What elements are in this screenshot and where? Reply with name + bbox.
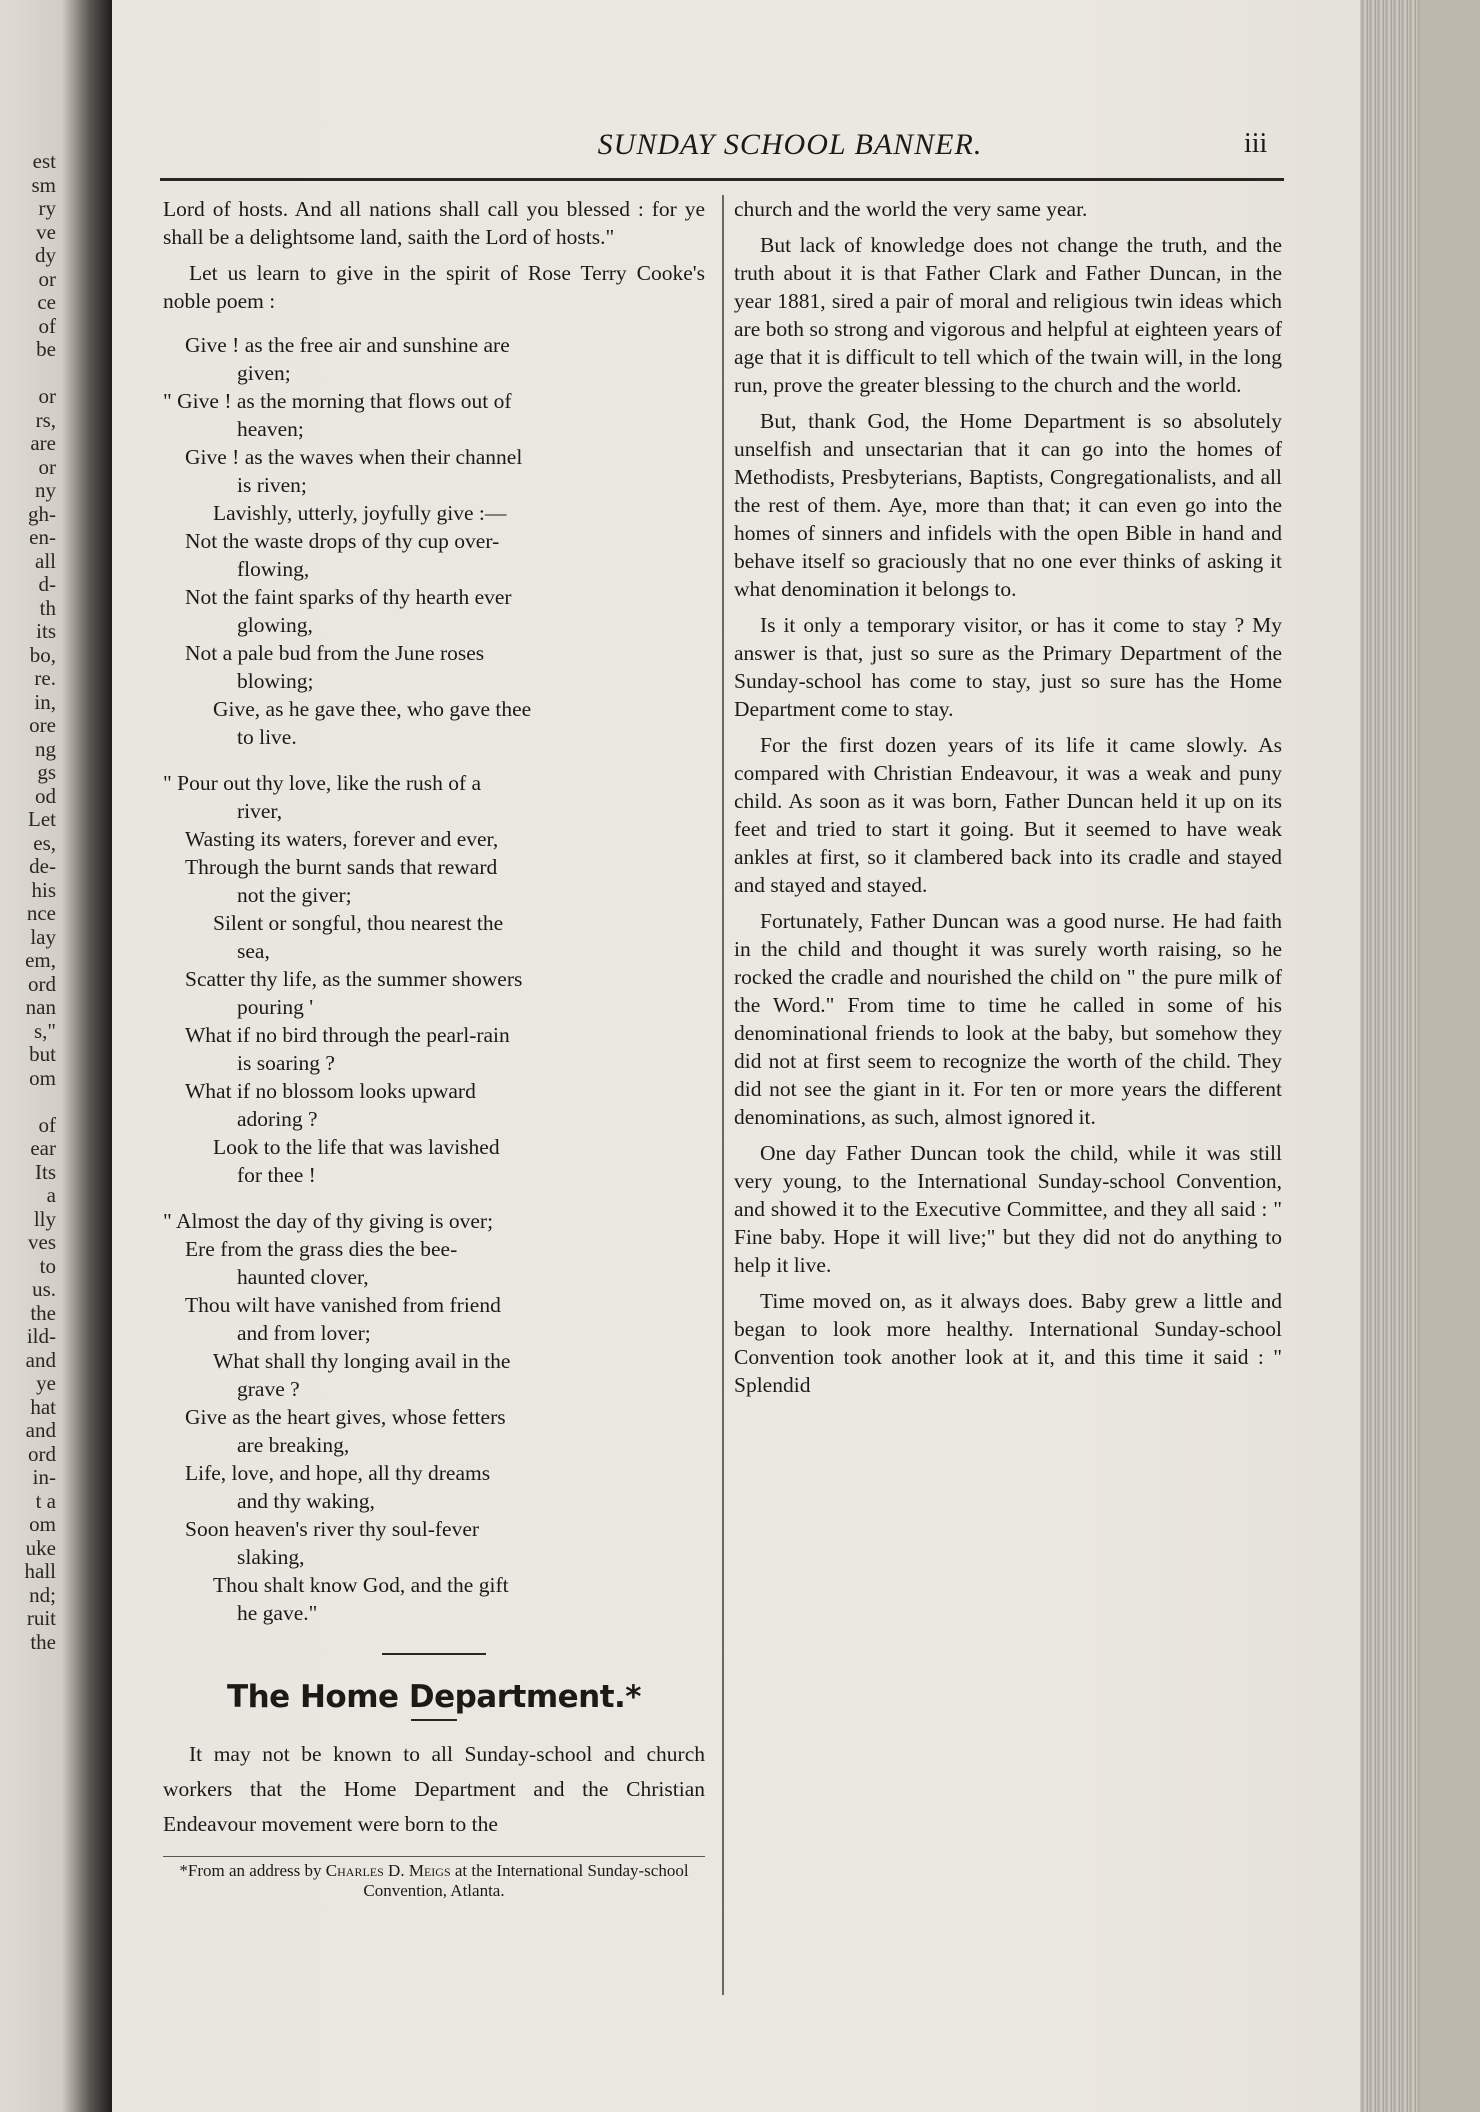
footnote-prefix: *From an address by: [179, 1861, 326, 1880]
body-paragraph: church and the world the very same year.: [734, 197, 1088, 221]
poem-line: What if no bird through the pearl-rain: [185, 1023, 510, 1047]
poem-line: " Almost the day of thy giving is over;: [163, 1209, 494, 1233]
body-paragraph: Is it only a temporary visitor, or has it come to stay ? My answer is that, just so sure as the Primary Department of the Sunday-school has come to stay, just so sure has the Home Department come to stay.: [734, 613, 1282, 721]
poem-line: pouring ': [237, 995, 314, 1019]
poem-line: Thou shalt know God, and the gift: [213, 1573, 509, 1597]
poem-line: " Give ! as the morning that flows out of: [163, 389, 512, 413]
body-paragraph: But lack of knowledge does not change the truth, and the truth about it is that Father Clark and Father Duncan, in the year 1881, sired a pair of moral and religious twin ideas which are both so strong and vigorous and helpful at eighteen years of age that it is difficult to tell which of the twain will, in the long run, prove the greater blessing to the church and the world.: [734, 233, 1282, 397]
poem-line: river,: [237, 799, 283, 823]
poem-line: What shall thy longing avail in the: [213, 1349, 511, 1373]
poem-line: sea,: [237, 939, 270, 963]
poem-line: grave ?: [237, 1377, 300, 1401]
section-title: The Home Department.*: [226, 1679, 642, 1715]
running-title: SUNDAY SCHOOL BANNER.: [597, 128, 983, 161]
poem-line: are breaking,: [237, 1433, 350, 1457]
poem-line: heaven;: [237, 417, 304, 441]
poem-line: Give ! as the free air and sunshine are: [185, 333, 510, 357]
poem-line: to live.: [237, 725, 297, 749]
intro-paragraph: Let us learn to give in the spirit of Rose Terry Cooke's noble poem :: [163, 261, 705, 313]
section-paragraph: It may not be known to all Sunday-school and church workers that the Home Department and the Christian Endeavour movement were born to the: [163, 1742, 705, 1836]
footnote: [163, 1861, 705, 1901]
poem-line: Lavishly, utterly, joyfully give :—: [213, 501, 507, 525]
right-column: [734, 195, 1282, 1407]
poem-line: is riven;: [237, 473, 307, 497]
body-paragraph: One day Father Duncan took the child, while it was still very young, to the International Sunday-school Convention, and showed it to the Executive Committee, and they all said : " Fine baby. Hope it will live;" but they did not do anything to help it live.: [734, 1141, 1282, 1277]
poem-line: he gave.": [237, 1601, 318, 1625]
poem-line: given;: [237, 361, 291, 385]
section-body: [163, 1737, 705, 1842]
poem-line: Look to the life that was lavished: [213, 1135, 500, 1159]
poem-line: and from lover;: [237, 1321, 371, 1345]
poem-stanza-2: [163, 769, 705, 1189]
footnote-author: Charles D. Meigs: [325, 1861, 451, 1880]
poem-line: blowing;: [237, 669, 314, 693]
footnote-suffix: at the International Sunday-school Convention, Atlanta.: [363, 1861, 689, 1900]
poem-line: Ere from the grass dies the bee-: [185, 1237, 458, 1261]
poem-line: Give, as he gave thee, who gave thee: [213, 697, 532, 721]
poem-line: adoring ?: [237, 1107, 318, 1131]
poem-line: and thy waking,: [237, 1489, 375, 1513]
column-divider: [722, 195, 724, 1995]
poem-line: Silent or songful, thou nearest the: [213, 911, 504, 935]
body-paragraph: Fortunately, Father Duncan was a good nurse. He had faith in the child and thought it was surely worth raising, so he rocked the cradle and nourished the child on " the pure milk of the Word." From time to time he called in some of his denominational friends to look at the baby, but somehow they did not at first seem to recognize the worth of the child. They did not see the giant in it. For ten or more years the different denominations, as such, almost ignored it.: [734, 909, 1282, 1129]
poem-line: for thee !: [237, 1163, 316, 1187]
previous-page-edge-text: est sm ry ve dy or ce of be or rs, are or ny gh- en- all d- th its bo, re. in, ore ng gs od Let es, de- his nce lay em, ord nan s," but om of ear Its a lly ves to us. the ild- and ye hat and ord in- t a om uke hall nd; ruit the: [24, 150, 56, 1654]
page-number: iii: [1244, 128, 1268, 159]
poem-line: Give ! as the waves when their channel: [185, 445, 523, 469]
poem-line: Through the burnt sands that reward: [185, 855, 498, 879]
poem-line: Thou wilt have vanished from friend: [185, 1293, 501, 1317]
poem-line: is soaring ?: [237, 1051, 335, 1075]
poem-line: haunted clover,: [237, 1265, 369, 1289]
poem-line: Wasting its waters, forever and ever,: [185, 827, 499, 851]
poem-line: What if no blossom looks upward: [185, 1079, 476, 1103]
body-paragraph: For the first dozen years of its life it came slowly. As compared with Christian Endeavour, it was a weak and puny child. As soon as it was born, Father Duncan held it up on its feet and tried to start it going. But it seemed to have weak ankles at first, so it clambered back into its cradle and stayed and stayed and stayed.: [734, 733, 1282, 897]
body-paragraph: Time moved on, as it always does. Baby grew a little and began to look more healthy. International Sunday-school Convention took another look at it, and this time it said : " Splendid: [734, 1289, 1282, 1397]
poem-line: glowing,: [237, 613, 313, 637]
poem-line: Not the waste drops of thy cup over-: [185, 529, 500, 553]
footnote-rule: [163, 1856, 705, 1857]
poem-stanza-3: [163, 1207, 705, 1627]
poem-line: Life, love, and hope, all thy dreams: [185, 1461, 491, 1485]
page-edge-stack: [1360, 0, 1420, 2112]
poem-line: slaking,: [237, 1545, 305, 1569]
poem-line: Give as the heart gives, whose fetters: [185, 1405, 506, 1429]
poem-line: not the giver;: [237, 883, 352, 907]
poem: [163, 331, 705, 1627]
poem-stanza-1: [163, 331, 705, 751]
poem-line: " Pour out thy love, like the rush of a: [163, 771, 482, 795]
header-rule: [160, 178, 1284, 181]
left-column: [163, 195, 705, 1901]
poem-line: Not the faint sparks of thy hearth ever: [185, 585, 512, 609]
title-underline: [411, 1719, 457, 1721]
intro-paragraph: Lord of hosts. And all nations shall call you blessed : for ye shall be a delightsome land, saith the Lord of hosts.": [163, 197, 705, 249]
poem-line: Scatter thy life, as the summer showers: [185, 967, 523, 991]
body-paragraph: But, thank God, the Home Department is so absolutely unselfish and unsectarian that it can go into the homes of Methodists, Presbyterians, Baptists, Congregationalists, and all the rest of them. Aye, more than that; it can even go into the homes of sinners and infidels with the open Bible in hand and behave itself so graciously that no one ever thinks of asking it what denomination it belongs to.: [734, 409, 1282, 601]
poem-line: Soon heaven's river thy soul-fever: [185, 1517, 480, 1541]
poem-line: flowing,: [237, 557, 310, 581]
section-divider: [382, 1653, 486, 1655]
poem-line: Not a pale bud from the June roses: [185, 641, 485, 665]
